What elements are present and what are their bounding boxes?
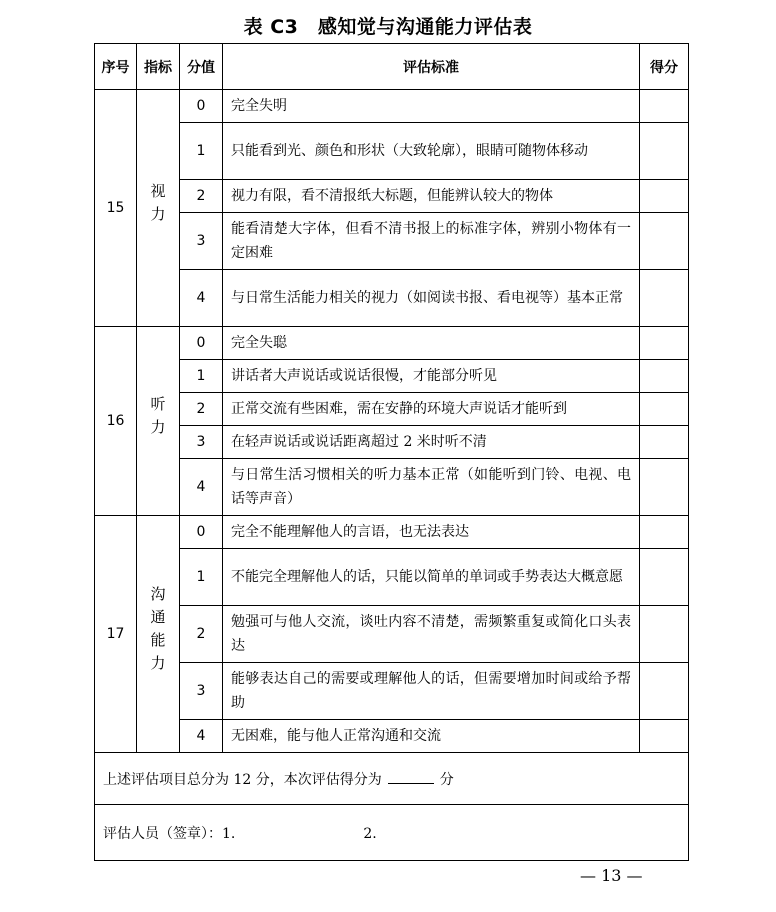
assessor-label: 评估人员（签章）： <box>103 825 222 842</box>
assessor-row <box>95 805 689 861</box>
obtained-score-cell[interactable] <box>640 213 689 270</box>
assessor-one: 1. <box>222 825 236 842</box>
score-value: 3 <box>180 663 223 720</box>
criteria-text: 只能看到光、颜色和形状（大致轮廓），眼睛可随物体移动 <box>223 123 640 180</box>
criteria-text: 与日常生活习惯相关的听力基本正常（如能听到门铃、电视、电话等声音） <box>223 459 640 516</box>
score-value: 1 <box>180 123 223 180</box>
score-value: 0 <box>180 327 223 360</box>
obtained-score-cell[interactable] <box>640 123 689 180</box>
page-number: — 13 — <box>580 866 643 885</box>
table-row <box>95 123 689 180</box>
criteria-text: 无困难，能与他人正常沟通和交流 <box>223 720 640 753</box>
table-row <box>95 327 689 360</box>
obtained-score-cell[interactable] <box>640 393 689 426</box>
header-indicator: 指标 <box>137 44 180 90</box>
summary-text: 上述评估项目总分为 12 分，本次评估得分为 <box>103 771 382 788</box>
criteria-text: 能够表达自己的需要或理解他人的话，但需要增加时间或给予帮助 <box>223 663 640 720</box>
table-row <box>95 426 689 459</box>
table-row <box>95 360 689 393</box>
score-value: 1 <box>180 549 223 606</box>
score-blank[interactable] <box>388 771 434 784</box>
group-seq: 17 <box>95 516 137 753</box>
obtained-score-cell[interactable] <box>640 606 689 663</box>
obtained-score-cell[interactable] <box>640 327 689 360</box>
table-row <box>95 459 689 516</box>
table-row <box>95 720 689 753</box>
score-value: 0 <box>180 516 223 549</box>
score-value: 2 <box>180 393 223 426</box>
score-value: 2 <box>180 606 223 663</box>
group-seq: 15 <box>95 90 137 327</box>
header-obtained: 得分 <box>640 44 689 90</box>
criteria-text: 视力有限，看不清报纸大标题，但能辨认较大的物体 <box>223 180 640 213</box>
summary-row <box>95 753 689 805</box>
table-row <box>95 90 689 123</box>
criteria-text: 能看清楚大字体，但看不清书报上的标准字体，辨别小物体有一定困难 <box>223 213 640 270</box>
group-seq: 16 <box>95 327 137 516</box>
table-row <box>95 549 689 606</box>
assessment-table <box>94 43 689 861</box>
table-row <box>95 270 689 327</box>
group-indicator: 视力 <box>148 183 167 229</box>
group-indicator: 沟通能力 <box>148 586 167 678</box>
page-title: 表 C3 感知觉与沟通能力评估表 <box>243 16 533 38</box>
obtained-score-cell[interactable] <box>640 663 689 720</box>
obtained-score-cell[interactable] <box>640 549 689 606</box>
group-indicator: 听力 <box>148 396 167 442</box>
summary-unit: 分 <box>439 771 454 788</box>
score-value: 2 <box>180 180 223 213</box>
criteria-text: 与日常生活能力相关的视力（如阅读书报、看电视等）基本正常 <box>223 270 640 327</box>
criteria-text: 讲话者大声说话或说话很慢，才能部分听见 <box>223 360 640 393</box>
criteria-text: 正常交流有些困难，需在安静的环境大声说话才能听到 <box>223 393 640 426</box>
obtained-score-cell[interactable] <box>640 90 689 123</box>
score-value: 4 <box>180 270 223 327</box>
header-score: 分值 <box>180 44 223 90</box>
assessor-two: 2. <box>363 825 377 842</box>
obtained-score-cell[interactable] <box>640 459 689 516</box>
table-row <box>95 663 689 720</box>
table-row <box>95 180 689 213</box>
header-criteria: 评估标准 <box>223 44 640 90</box>
table-row <box>95 516 689 549</box>
criteria-text: 不能完全理解他人的话，只能以简单的单词或手势表达大概意愿 <box>223 549 640 606</box>
criteria-text: 完全失聪 <box>223 327 640 360</box>
header-row <box>95 44 689 90</box>
criteria-text: 勉强可与他人交流，谈吐内容不清楚，需频繁重复或简化口头表达 <box>223 606 640 663</box>
obtained-score-cell[interactable] <box>640 720 689 753</box>
criteria-text: 在轻声说话或说话距离超过 2 米时听不清 <box>223 426 640 459</box>
obtained-score-cell[interactable] <box>640 180 689 213</box>
table-row <box>95 213 689 270</box>
score-value: 1 <box>180 360 223 393</box>
criteria-text: 完全失明 <box>223 90 640 123</box>
obtained-score-cell[interactable] <box>640 360 689 393</box>
criteria-text: 完全不能理解他人的言语，也无法表达 <box>223 516 640 549</box>
obtained-score-cell[interactable] <box>640 270 689 327</box>
score-value: 0 <box>180 90 223 123</box>
header-seq: 序号 <box>95 44 137 90</box>
obtained-score-cell[interactable] <box>640 426 689 459</box>
obtained-score-cell[interactable] <box>640 516 689 549</box>
table-row <box>95 393 689 426</box>
score-value: 4 <box>180 459 223 516</box>
score-value: 3 <box>180 213 223 270</box>
score-value: 3 <box>180 426 223 459</box>
score-value: 4 <box>180 720 223 753</box>
table-row <box>95 606 689 663</box>
